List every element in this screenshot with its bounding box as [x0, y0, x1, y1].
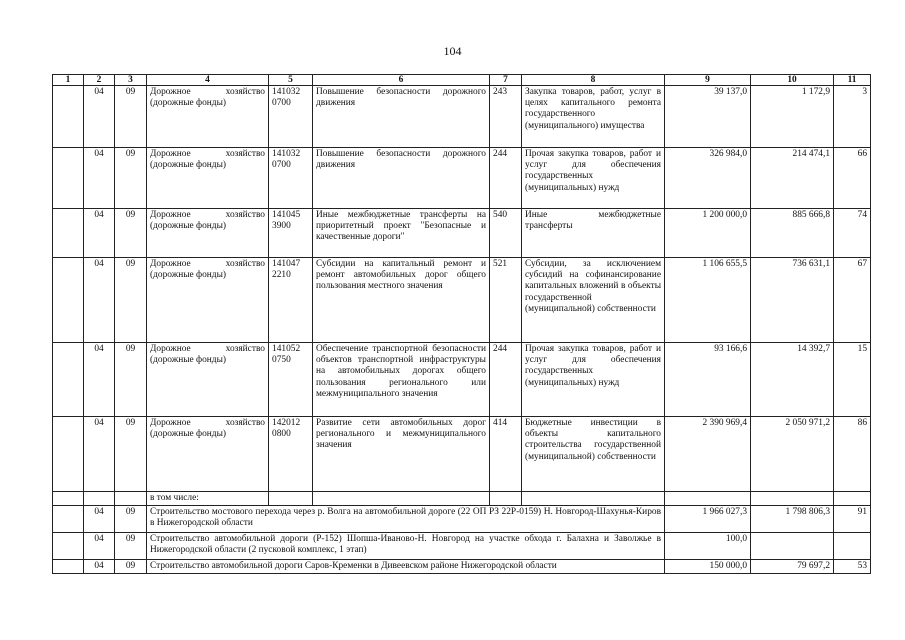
cell-plan: 150 000,0: [665, 560, 751, 574]
target-article-part2: 0800: [272, 429, 291, 440]
cell-expense-type: 243: [490, 86, 522, 148]
col-header: 8: [522, 75, 665, 86]
col-header: 9: [665, 75, 751, 86]
cell-expense-name: Закупка товаров, работ, услуг в целях капитального ремонта государственного (муниципального) имущества: [522, 86, 665, 148]
col-header: 7: [490, 75, 522, 86]
cell-actual: 736 631,1: [751, 258, 834, 343]
cell-expense-name: Иные межбюджетные трансферты: [522, 209, 665, 258]
cell-percent: 86: [834, 417, 871, 492]
cell-actual: 79 697,2: [751, 560, 834, 574]
cell-subsection: 09: [115, 86, 147, 148]
cell-target-article: [269, 343, 313, 417]
cell-subsection: 09: [115, 258, 147, 343]
cell-percent: 15: [834, 343, 871, 417]
cell-col1: [53, 209, 84, 258]
cell-percent: [834, 533, 871, 560]
cell-subsection: 09: [115, 148, 147, 209]
cell-expense-name: Субсидии, за исключением субсидий на софинансирование капитальных вложений в объекты государственной (муниципальной) собственности: [522, 258, 665, 343]
cell-percent: 91: [834, 506, 871, 533]
col-header: 3: [115, 75, 147, 86]
cell-expense-type: 414: [490, 417, 522, 492]
cell-subsection: 09: [115, 533, 147, 560]
cell-target-article: [269, 148, 313, 209]
cell-plan: 39 137,0: [665, 86, 751, 148]
cell-percent: 74: [834, 209, 871, 258]
cell-plan: 1 106 655,5: [665, 258, 751, 343]
table-row: [53, 86, 871, 148]
cell-section-name: Дорожное хозяйство (дорожные фонды): [147, 417, 269, 492]
cell-article-name: Субсидии на капитальный ремонт и ремонт автомобильных дорог общего пользования местного значения: [313, 258, 490, 343]
cell-target-article: [269, 86, 313, 148]
cell-section: 04: [84, 533, 115, 560]
cell-section: 04: [84, 148, 115, 209]
target-article-part1: 142012: [272, 418, 301, 428]
cell-col1: [53, 343, 84, 417]
cell-section: 04: [84, 209, 115, 258]
cell-expense-type: 244: [490, 148, 522, 209]
target-article-part2: 0750: [272, 355, 291, 366]
detail-row: [53, 533, 871, 560]
target-article-part1: 141045: [272, 210, 301, 220]
table-row: [53, 258, 871, 343]
cell-section: 04: [84, 258, 115, 343]
target-article-part1: 141032: [272, 87, 301, 97]
detail-row: [53, 506, 871, 533]
cell-section-name: Дорожное хозяйство (дорожные фонды): [147, 209, 269, 258]
budget-table: [52, 74, 871, 574]
cell-plan: 1 200 000,0: [665, 209, 751, 258]
cell-subsection: 09: [115, 506, 147, 533]
cell-article-name: Развитие сети автомобильных дорог регионального и межмуниципального значения: [313, 417, 490, 492]
cell-percent: 3: [834, 86, 871, 148]
cell-percent: 67: [834, 258, 871, 343]
cell-article-name: Обеспечение транспортной безопасности объектов транспортной инфраструктуры на автомобильных дорогах общего пользования регионального или межмуниципального значения: [313, 343, 490, 417]
table-row: [53, 209, 871, 258]
col-header: 4: [147, 75, 269, 86]
cell-object-name: Строительство автомобильной дороги Саров-Кременки в Дивеевском районе Нижегородской области: [147, 560, 665, 574]
cell-actual: 1 172,9: [751, 86, 834, 148]
cell-col1: [53, 148, 84, 209]
cell-plan: 93 166,6: [665, 343, 751, 417]
col-header: 11: [834, 75, 871, 86]
cell-section: 04: [84, 86, 115, 148]
subtotal-label: в том числе:: [147, 492, 269, 506]
target-article-part2: 0700: [272, 160, 291, 171]
cell-section-name: Дорожное хозяйство (дорожные фонды): [147, 258, 269, 343]
cell-actual: 2 050 971,2: [751, 417, 834, 492]
cell-article-name: Иные межбюджетные трансферты на приоритетный проект "Безопасные и качественные дороги": [313, 209, 490, 258]
cell-col1: [53, 417, 84, 492]
cell-article-name: Повышение безопасности дорожного движения: [313, 86, 490, 148]
table-row: [53, 417, 871, 492]
cell-object-name: Строительство автомобильной дороги (Р-152) Шопша-Иваново-Н. Новгород на участке обхода г. Балахна и Заволжье в Нижегородской области (2 пусковой комплекс, 1 этап): [147, 533, 665, 560]
target-article-part1: 141052: [272, 344, 301, 354]
cell-subsection: 09: [115, 343, 147, 417]
cell-section: 04: [84, 506, 115, 533]
col-header: 1: [53, 75, 84, 86]
cell-article-name: Повышение безопасности дорожного движения: [313, 148, 490, 209]
col-header: 6: [313, 75, 490, 86]
cell-expense-name: Прочая закупка товаров, работ и услуг для обеспечения государственных (муниципальных) нужд: [522, 148, 665, 209]
header-row: [53, 75, 871, 86]
cell-target-article: [269, 417, 313, 492]
target-article-part2: 0700: [272, 98, 291, 109]
cell-subsection: 09: [115, 560, 147, 574]
cell-expense-type: 244: [490, 343, 522, 417]
target-article-part2: 2210: [272, 270, 291, 281]
target-article-part2: 3900: [272, 221, 291, 232]
target-article-part1: 141032: [272, 149, 301, 159]
col-header: 2: [84, 75, 115, 86]
col-header: 10: [751, 75, 834, 86]
cell-plan: 2 390 969,4: [665, 417, 751, 492]
cell-expense-type: 521: [490, 258, 522, 343]
cell-actual: 885 666,8: [751, 209, 834, 258]
subtotal-row: [53, 492, 871, 506]
cell-plan: 1 966 027,3: [665, 506, 751, 533]
cell-actual: [751, 533, 834, 560]
page-number: 104: [443, 44, 462, 58]
cell-target-article: [269, 258, 313, 343]
cell-col1: [53, 258, 84, 343]
cell-section-name: Дорожное хозяйство (дорожные фонды): [147, 148, 269, 209]
target-article-part1: 141047: [272, 259, 301, 269]
cell-plan: 326 984,0: [665, 148, 751, 209]
cell-section-name: Дорожное хозяйство (дорожные фонды): [147, 86, 269, 148]
cell-actual: 1 798 806,3: [751, 506, 834, 533]
cell-target-article: [269, 209, 313, 258]
cell-percent: 53: [834, 560, 871, 574]
cell-subsection: 09: [115, 209, 147, 258]
cell-section: 04: [84, 343, 115, 417]
table-row: [53, 148, 871, 209]
cell-section: 04: [84, 417, 115, 492]
col-header: 5: [269, 75, 313, 86]
cell-col1: [53, 86, 84, 148]
cell-section-name: Дорожное хозяйство (дорожные фонды): [147, 343, 269, 417]
detail-row: [53, 560, 871, 574]
cell-actual: 14 392,7: [751, 343, 834, 417]
cell-section: 04: [84, 560, 115, 574]
cell-expense-name: Бюджетные инвестиции в объекты капитального строительства государственной (муниципальной) собственности: [522, 417, 665, 492]
cell-percent: 66: [834, 148, 871, 209]
cell-object-name: Строительство мостового перехода через р. Волга на автомобильной дороге (22 ОП РЗ 22Р-0159) Н. Новгород-Шахунья-Киров в Нижегородской области: [147, 506, 665, 533]
table-row: [53, 343, 871, 417]
cell-subsection: 09: [115, 417, 147, 492]
cell-actual: 214 474,1: [751, 148, 834, 209]
cell-expense-type: 540: [490, 209, 522, 258]
cell-expense-name: Прочая закупка товаров, работ и услуг для обеспечения государственных (муниципальных) нужд: [522, 343, 665, 417]
cell-plan: 100,0: [665, 533, 751, 560]
